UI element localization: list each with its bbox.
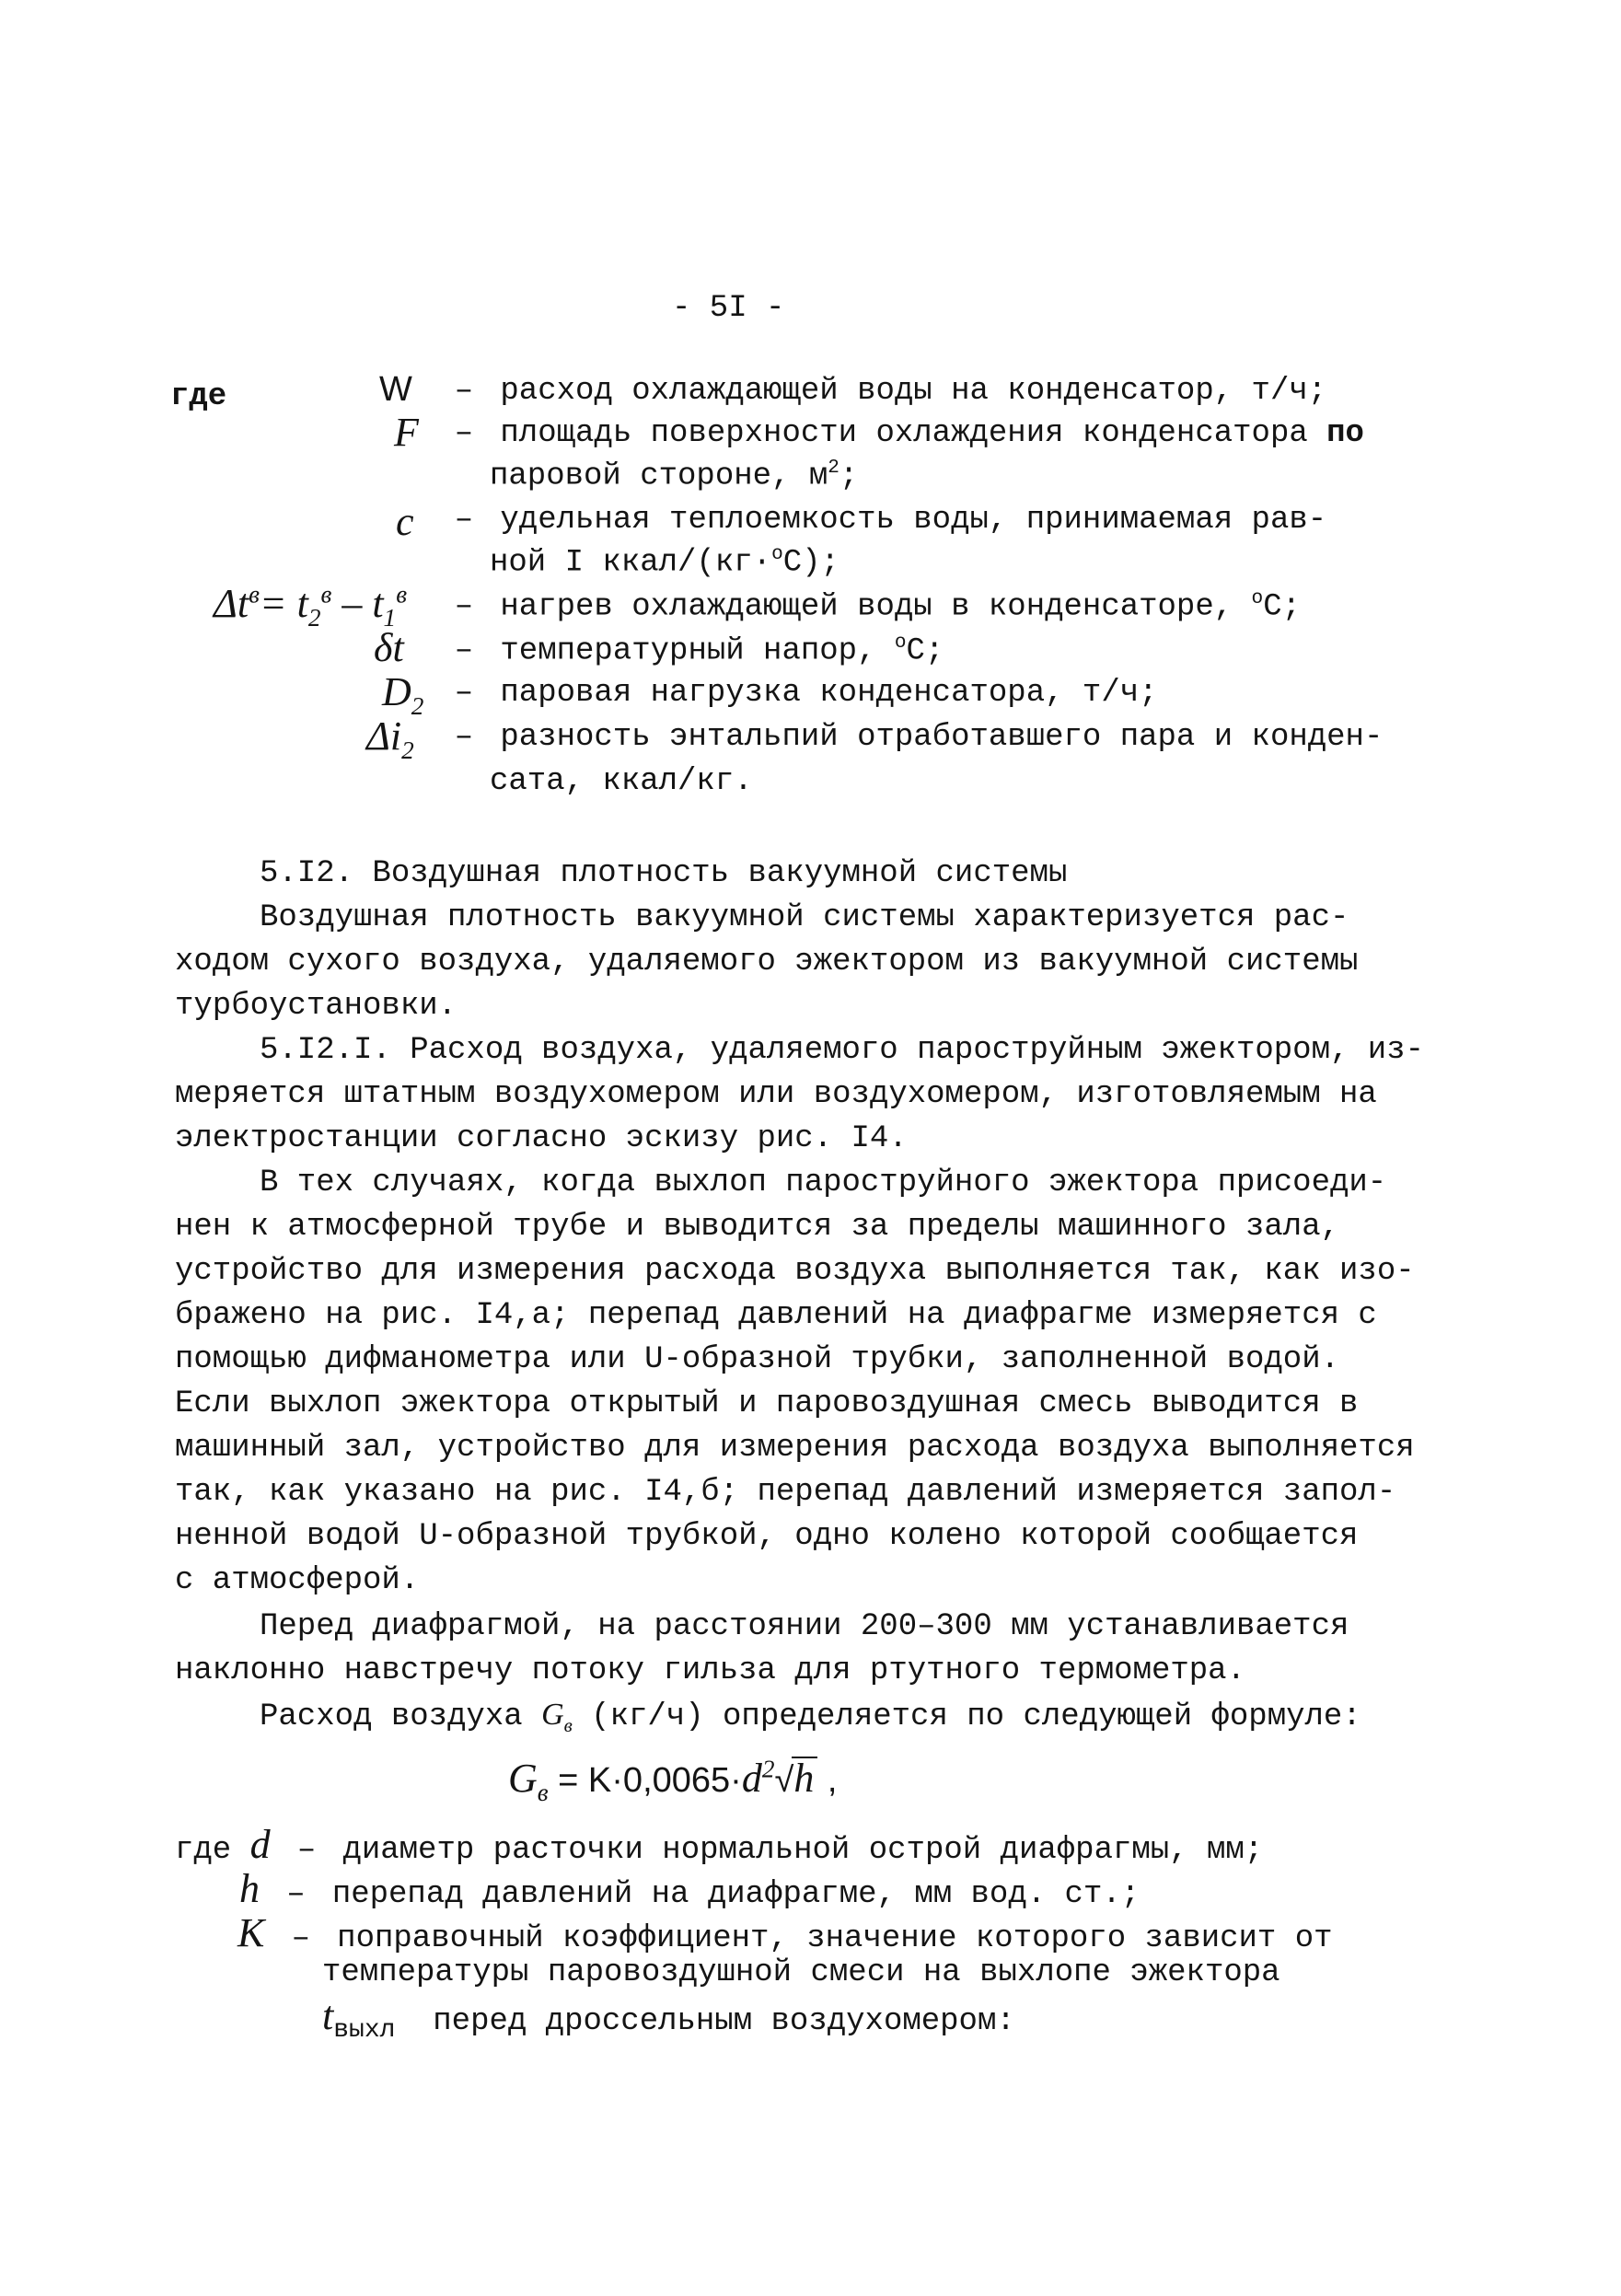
paragraph-line: машинный зал, устройство для измерения расхода воздуха выполняется	[175, 1431, 1415, 1466]
def-row	[379, 372, 412, 409]
symbol-c: c	[396, 499, 414, 544]
paragraph-line: ходом сухого воздуха, удаляемого эжектором из вакуумной системы	[175, 945, 1359, 980]
paragraph-line: ненной водой U-образной трубкой, одно колено которой сообщается	[175, 1519, 1359, 1554]
def-text: – расход охлаждающей воды на конденсатор, т/ч;	[454, 374, 1327, 409]
paragraph-line: турбоустановки.	[175, 989, 457, 1024]
air-flow-formula: $G_в = K\cdot 0,0065\cdot d^2√h$ ,	[508, 1755, 838, 1806]
where-label: где	[170, 379, 227, 414]
def-text: – площадь поверхности охлаждения конденсатора по	[454, 416, 1364, 451]
paragraph-line: В тех случаях, когда выхлоп пароструйного эжектора присоеди-	[260, 1165, 1387, 1200]
paragraph-line: электростанции согласно эскизу рис. I4.	[175, 1121, 908, 1156]
def-text: – разность энтальпий отработавшего пара и конден-	[454, 720, 1384, 755]
paragraph-line: Если выхлоп эжектора открытый и паровоздушная смесь выводится в	[175, 1386, 1359, 1421]
symbol-w: W	[379, 370, 412, 409]
page-number: - 5I -	[672, 291, 785, 326]
def-text: – нагрев охлаждающей воды в конденсаторе, $^о$С;	[454, 587, 1302, 625]
def2-row: h – перепад давлений на диафрагме, мм вод. ст.;	[239, 1866, 1140, 1912]
paragraph-line: Воздушная плотность вакуумной системы характеризуется рас-	[260, 900, 1349, 935]
def-text: – температурный напор, $^о$С;	[454, 632, 944, 669]
paragraph-line: с атмосферой.	[175, 1563, 420, 1598]
section-title: 5.I2. Воздушная плотность вакуумной системы	[260, 856, 1068, 891]
symbol-delta-i2: $\Delta i_2$	[366, 713, 414, 764]
paragraph-line: меряется штатным воздухомером или воздухомером, изготовляемым на	[175, 1077, 1377, 1112]
paragraph-line: Перед диафрагмой, на расстоянии 200–300 мм устанавливается	[260, 1609, 1349, 1644]
def-text-cont: ной I ккал/(кг·$^о$С);	[490, 543, 839, 581]
formula-intro: Расход воздуха $G_в$ (кг/ч) определяется по следующей формуле:	[260, 1698, 1361, 1736]
paragraph-line: 5.I2.I. Расход воздуха, удаляемого пароструйным эжектором, из-	[260, 1033, 1425, 1068]
paragraph-line: нен к атмосферной трубе и выводится за пределы машинного зала,	[175, 1210, 1340, 1245]
symbol-d2: $D_2$	[382, 669, 424, 720]
def-text-cont: паровой стороне, $м^2$;	[490, 457, 859, 494]
paragraph-line: так, как указано на рис. I4,б; перепад давлений измеряется запол-	[175, 1475, 1396, 1510]
paragraph-line: устройство для измерения расхода воздуха выполняется так, как изо-	[175, 1254, 1415, 1289]
def-text: – паровая нагрузка конденсатора, т/ч;	[454, 676, 1158, 711]
def-text-cont: сата, ккал/кг.	[490, 764, 753, 799]
def2-row: K – поправочный коэффициент, значение которого зависит от	[237, 1910, 1333, 1956]
symbol-delta-t-small: δt	[374, 625, 404, 670]
paragraph-line: помощью дифманометра или U-образной трубки, заполненной водой.	[175, 1342, 1340, 1377]
def2-row: где d – диаметр расточки нормальной острой диафрагмы, мм;	[175, 1822, 1264, 1868]
paragraph-line: бражено на рис. I4,а; перепад давлений на диафрагме измеряется с	[175, 1298, 1377, 1333]
symbol-delta-t-formula: $\Delta t^в= t_2^в - t_1^в$	[214, 580, 408, 632]
symbol-f: F	[394, 410, 419, 455]
paragraph-line: наклонно навстречу потоку гильза для ртутного термометра.	[175, 1653, 1245, 1688]
def2-text-cont: температуры паровоздушной смеси на выхлопе эжектора	[322, 1955, 1280, 1990]
def-text: – удельная теплоемкость воды, принимаемая рав-	[454, 503, 1327, 538]
def2-row: $t_{выхл}$ перед дроссельным воздухомером:	[322, 1993, 1015, 2045]
